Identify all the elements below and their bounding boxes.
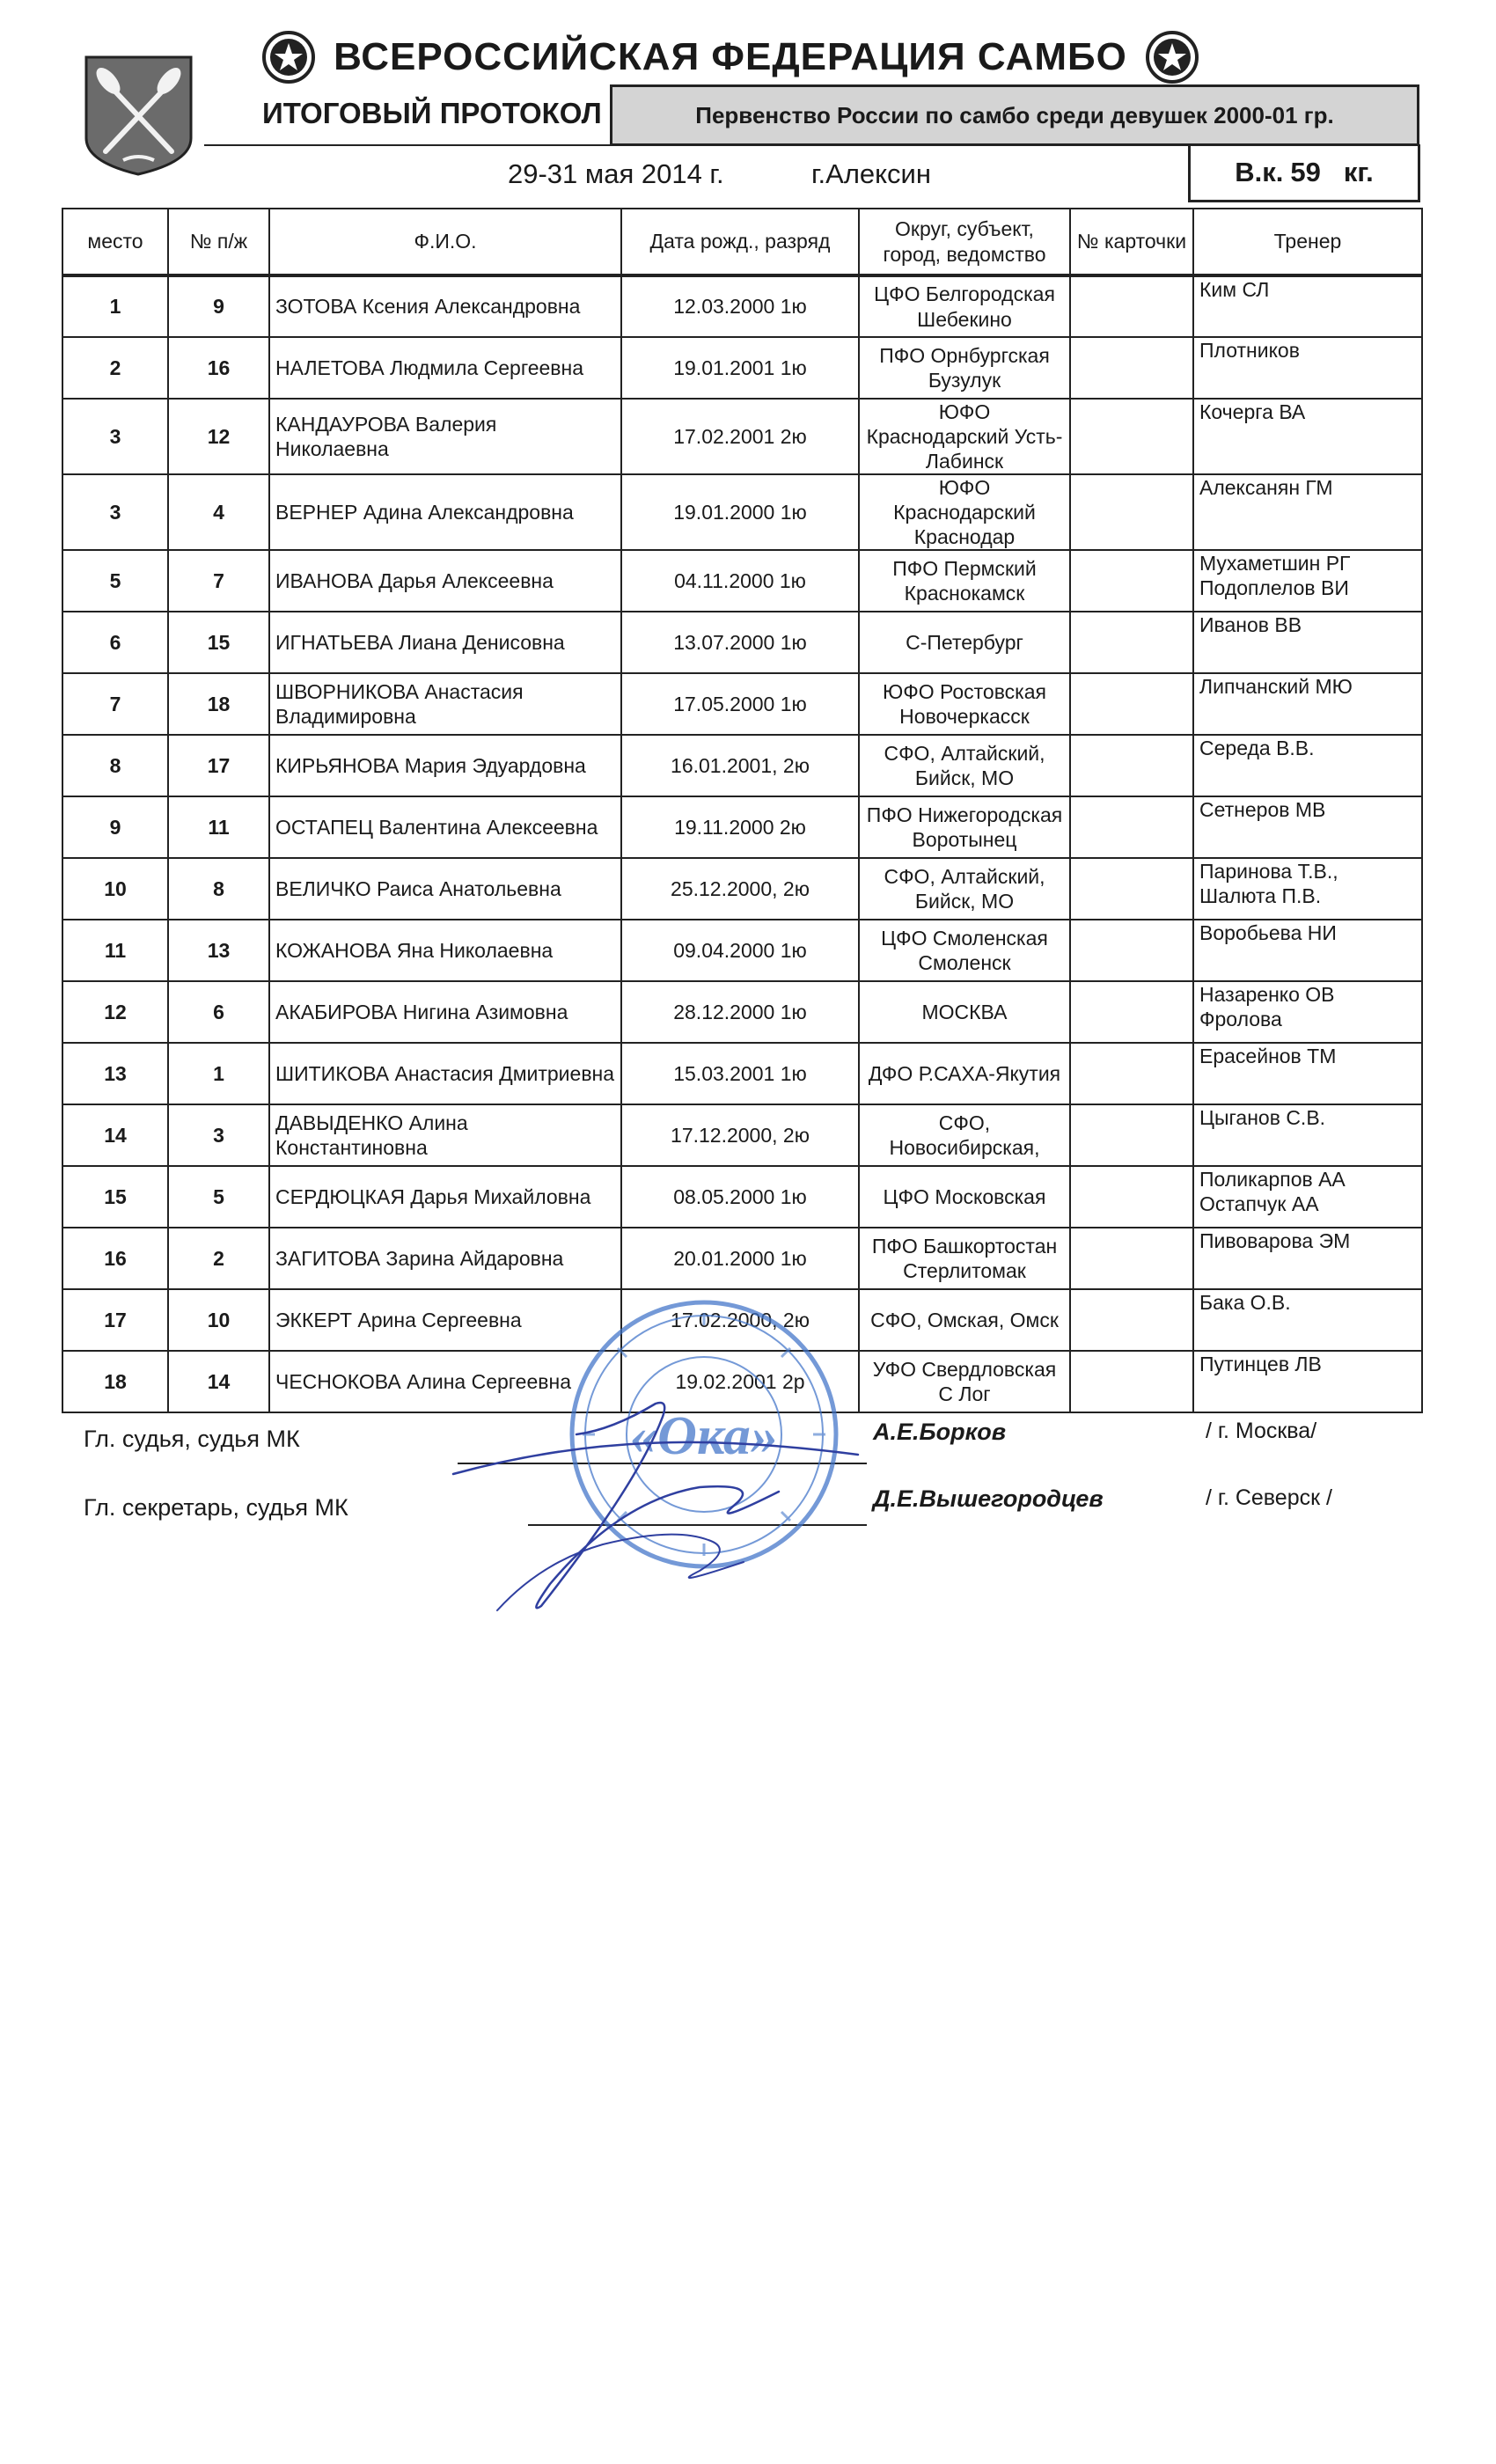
column-header: № карточки [1070,209,1193,275]
table-row [62,673,1422,735]
place-cell: 18 [62,1351,168,1412]
coach-cell: Плотников [1193,337,1422,399]
chief-secretary-label: Гл. секретарь, судья МК [84,1494,348,1521]
athlete-name-cell: ЭККЕРТ Арина Сергеевна [269,1289,621,1351]
draw-number-cell: 13 [168,920,269,981]
column-header: Ф.И.О. [269,209,621,275]
weight-value: 59 [1290,156,1321,187]
birth-date-cell: 12.03.2000 1ю [621,275,859,337]
table-row [62,337,1422,399]
athlete-name-cell: ВЕРНЕР Адина Александровна [269,474,621,550]
athlete-name-cell: ВЕЛИЧКО Раиса Анатольевна [269,858,621,920]
card-number-cell [1070,858,1193,920]
region-cell: ЮФО Ростовская Новочеркасск [859,673,1070,735]
region-cell: ЮФО Краснодарский Усть-Лабинск [859,399,1070,474]
table-row [62,1166,1422,1228]
athlete-name-cell: ИГНАТЬЕВА Лиана Денисовна [269,612,621,673]
coach-cell: Паринова Т.В., Шалюта П.В. [1193,858,1422,920]
athlete-name-cell: ЧЕСНОКОВА Алина Сергеевна [269,1351,621,1412]
draw-number-cell: 7 [168,550,269,612]
draw-number-cell: 6 [168,981,269,1043]
card-number-cell [1070,550,1193,612]
draw-number-cell: 18 [168,673,269,735]
birth-date-cell: 16.01.2001, 2ю [621,735,859,796]
card-number-cell [1070,1104,1193,1166]
region-cell: ЦФО Белгородская Шебекино [859,275,1070,337]
chief-judge-city: / г. Москва/ [1206,1419,1317,1443]
place-cell: 3 [62,474,168,550]
column-header: место [62,209,168,275]
event-city: г.Алексин [811,158,931,189]
coach-cell: Липчанский МЮ [1193,673,1422,735]
table-row [62,1043,1422,1104]
event-dates: 29-31 мая 2014 г. [508,158,724,189]
athlete-name-cell: СЕРДЮЦКАЯ Дарья Михайловна [269,1166,621,1228]
card-number-cell [1070,796,1193,858]
card-number-cell [1070,474,1193,550]
place-cell: 15 [62,1166,168,1228]
place-cell: 13 [62,1043,168,1104]
coach-cell: Алексанян ГМ [1193,474,1422,550]
coach-cell: Воробьева НИ [1193,920,1422,981]
results-body [62,275,1422,1412]
draw-number-cell: 9 [168,275,269,337]
birth-date-cell: 17.12.2000, 2ю [621,1104,859,1166]
column-header: Дата рожд., разряд [621,209,859,275]
region-cell: УФО Свердловская С Лог [859,1351,1070,1412]
birth-date-cell: 17.05.2000 1ю [621,673,859,735]
draw-number-cell: 5 [168,1166,269,1228]
federation-title: ВСЕРОССИЙСКАЯ ФЕДЕРАЦИЯ САМБО [334,35,1127,78]
stamp-center-text: «Ока» [630,1406,778,1466]
coach-cell: Ким СЛ [1193,275,1422,337]
region-cell: ЮФО Краснодарский Краснодар [859,474,1070,550]
coach-cell: Поликарпов АА Остапчук АА [1193,1166,1422,1228]
column-header: Тренер [1193,209,1422,275]
birth-date-cell: 19.01.2001 1ю [621,337,859,399]
coach-cell: Пивоварова ЭМ [1193,1228,1422,1289]
card-number-cell [1070,1043,1193,1104]
coach-cell: Кочерга ВА [1193,399,1422,474]
place-cell: 7 [62,673,168,735]
draw-number-cell: 12 [168,399,269,474]
draw-number-cell: 1 [168,1043,269,1104]
place-cell: 6 [62,612,168,673]
draw-number-cell: 16 [168,337,269,399]
athlete-name-cell: ЗАГИТОВА Зарина Айдаровна [269,1228,621,1289]
birth-date-cell: 13.07.2000 1ю [621,612,859,673]
place-cell: 8 [62,735,168,796]
coach-cell: Иванов ВВ [1193,612,1422,673]
coach-cell: Бака О.В. [1193,1289,1422,1351]
chief-secretary-city: / г. Северск / [1206,1485,1332,1510]
place-cell: 9 [62,796,168,858]
card-number-cell [1070,399,1193,474]
star-emblem-icon [261,30,316,84]
table-row [62,981,1422,1043]
athlete-name-cell: КИРЬЯНОВА Мария Эдуардовна [269,735,621,796]
table-row [62,550,1422,612]
birth-date-cell: 17.02.2001 2ю [621,399,859,474]
draw-number-cell: 8 [168,858,269,920]
card-number-cell [1070,275,1193,337]
coach-cell: Сетнеров МВ [1193,796,1422,858]
chief-judge-label: Гл. судья, судья МК [84,1426,300,1452]
card-number-cell [1070,1228,1193,1289]
birth-date-cell: 19.11.2000 2ю [621,796,859,858]
draw-number-cell: 17 [168,735,269,796]
birth-date-cell: 25.12.2000, 2ю [621,858,859,920]
weight-category [1188,144,1420,202]
athlete-name-cell: ОСТАПЕЦ Валентина Алексеевна [269,796,621,858]
table-header-row [62,209,1422,275]
athlete-name-cell: ШВОРНИКОВА Анастасия Владимировна [269,673,621,735]
birth-date-cell: 19.01.2000 1ю [621,474,859,550]
birth-date-cell: 28.12.2000 1ю [621,981,859,1043]
table-row [62,858,1422,920]
athlete-name-cell: АКАБИРОВА Нигина Азимовна [269,981,621,1043]
card-number-cell [1070,735,1193,796]
card-number-cell [1070,337,1193,399]
table-row [62,1104,1422,1166]
birth-date-cell: 09.04.2000 1ю [621,920,859,981]
coach-cell: Цыганов С.В. [1193,1104,1422,1166]
place-cell: 12 [62,981,168,1043]
birth-date-cell: 19.02.2001 2р [621,1351,859,1412]
results-table [62,208,1423,1413]
draw-number-cell: 15 [168,612,269,673]
header-divider [204,144,1188,146]
place-cell: 1 [62,275,168,337]
birth-date-cell: 08.05.2000 1ю [621,1166,859,1228]
draw-number-cell: 11 [168,796,269,858]
athlete-name-cell: ШИТИКОВА Анастасия Дмитриевна [269,1043,621,1104]
place-cell: 11 [62,920,168,981]
place-cell: 16 [62,1228,168,1289]
table-row [62,474,1422,550]
weight-unit: кг. [1343,156,1374,187]
weight-prefix: В.к. [1235,156,1284,187]
region-cell: С-Петербург [859,612,1070,673]
card-number-cell [1070,612,1193,673]
card-number-cell [1070,1166,1193,1228]
handwritten-signature [444,1351,902,1615]
place-cell: 2 [62,337,168,399]
table-row [62,920,1422,981]
event-title: Первенство России по самбо среди девушек 2000-01 гр. [610,84,1419,146]
coach-cell: Назаренко ОВ Фролова [1193,981,1422,1043]
region-cell: ЦФО Смоленская Смоленск [859,920,1070,981]
card-number-cell [1070,920,1193,981]
table-row [62,612,1422,673]
region-cell: ПФО Нижегородская Воротынец [859,796,1070,858]
column-header: Округ, субъект, город, ведомство [859,209,1070,275]
column-header: № п/ж [168,209,269,275]
draw-number-cell: 2 [168,1228,269,1289]
card-number-cell [1070,1351,1193,1412]
draw-number-cell: 3 [168,1104,269,1166]
region-cell: СФО, Алтайский, Бийск, МО [859,858,1070,920]
card-number-cell [1070,673,1193,735]
birth-date-cell: 04.11.2000 1ю [621,550,859,612]
athlete-name-cell: КАНДАУРОВА Валерия Николаевна [269,399,621,474]
region-cell: СФО, Омская, Омск [859,1289,1070,1351]
athlete-name-cell: ИВАНОВА Дарья Алексеевна [269,550,621,612]
region-cell: ПФО Башкортостан Стерлитомак [859,1228,1070,1289]
table-row [62,275,1422,337]
region-cell: ПФО Орнбургская Бузулук [859,337,1070,399]
region-cell: ЦФО Московская [859,1166,1070,1228]
athlete-name-cell: КОЖАНОВА Яна Николаевна [269,920,621,981]
region-cell: СФО, Алтайский, Бийск, МО [859,735,1070,796]
coach-cell: Середа В.В. [1193,735,1422,796]
place-cell: 14 [62,1104,168,1166]
coach-cell: Путинцев ЛВ [1193,1351,1422,1412]
region-cell: МОСКВА [859,981,1070,1043]
place-cell: 5 [62,550,168,612]
table-row [62,1228,1422,1289]
birth-date-cell: 17.02.2000, 2ю [621,1289,859,1351]
table-row [62,735,1422,796]
coat-of-arms-logo [84,55,194,176]
chief-judge-name: А.Е.Борков [873,1419,1007,1445]
place-cell: 3 [62,399,168,474]
region-cell: ПФО Пермский Краснокамск [859,550,1070,612]
draw-number-cell: 14 [168,1351,269,1412]
birth-date-cell: 15.03.2001 1ю [621,1043,859,1104]
draw-number-cell: 10 [168,1289,269,1351]
region-cell: ДФО Р.САХА-Якутия [859,1043,1070,1104]
coach-cell: Мухаметшин РГ Подоплелов ВИ [1193,550,1422,612]
chief-secretary-name: Д.Е.Вышегородцев [873,1485,1104,1512]
table-row [62,399,1422,474]
draw-number-cell: 4 [168,474,269,550]
place-cell: 10 [62,858,168,920]
star-emblem-icon [1145,30,1199,84]
athlete-name-cell: ДАВЫДЕНКО Алина Константиновна [269,1104,621,1166]
card-number-cell [1070,981,1193,1043]
coach-cell: Ерасейнов ТМ [1193,1043,1422,1104]
athlete-name-cell: НАЛЕТОВА Людмила Сергеевна [269,337,621,399]
table-row [62,796,1422,858]
birth-date-cell: 20.01.2000 1ю [621,1228,859,1289]
card-number-cell [1070,1289,1193,1351]
protocol-label: ИТОГОВЫЙ ПРОТОКОЛ [262,97,602,129]
place-cell: 17 [62,1289,168,1351]
federation-header [264,26,1197,88]
athlete-name-cell: ЗОТОВА Ксения Александровна [269,275,621,337]
region-cell: СФО, Новосибирская, [859,1104,1070,1166]
